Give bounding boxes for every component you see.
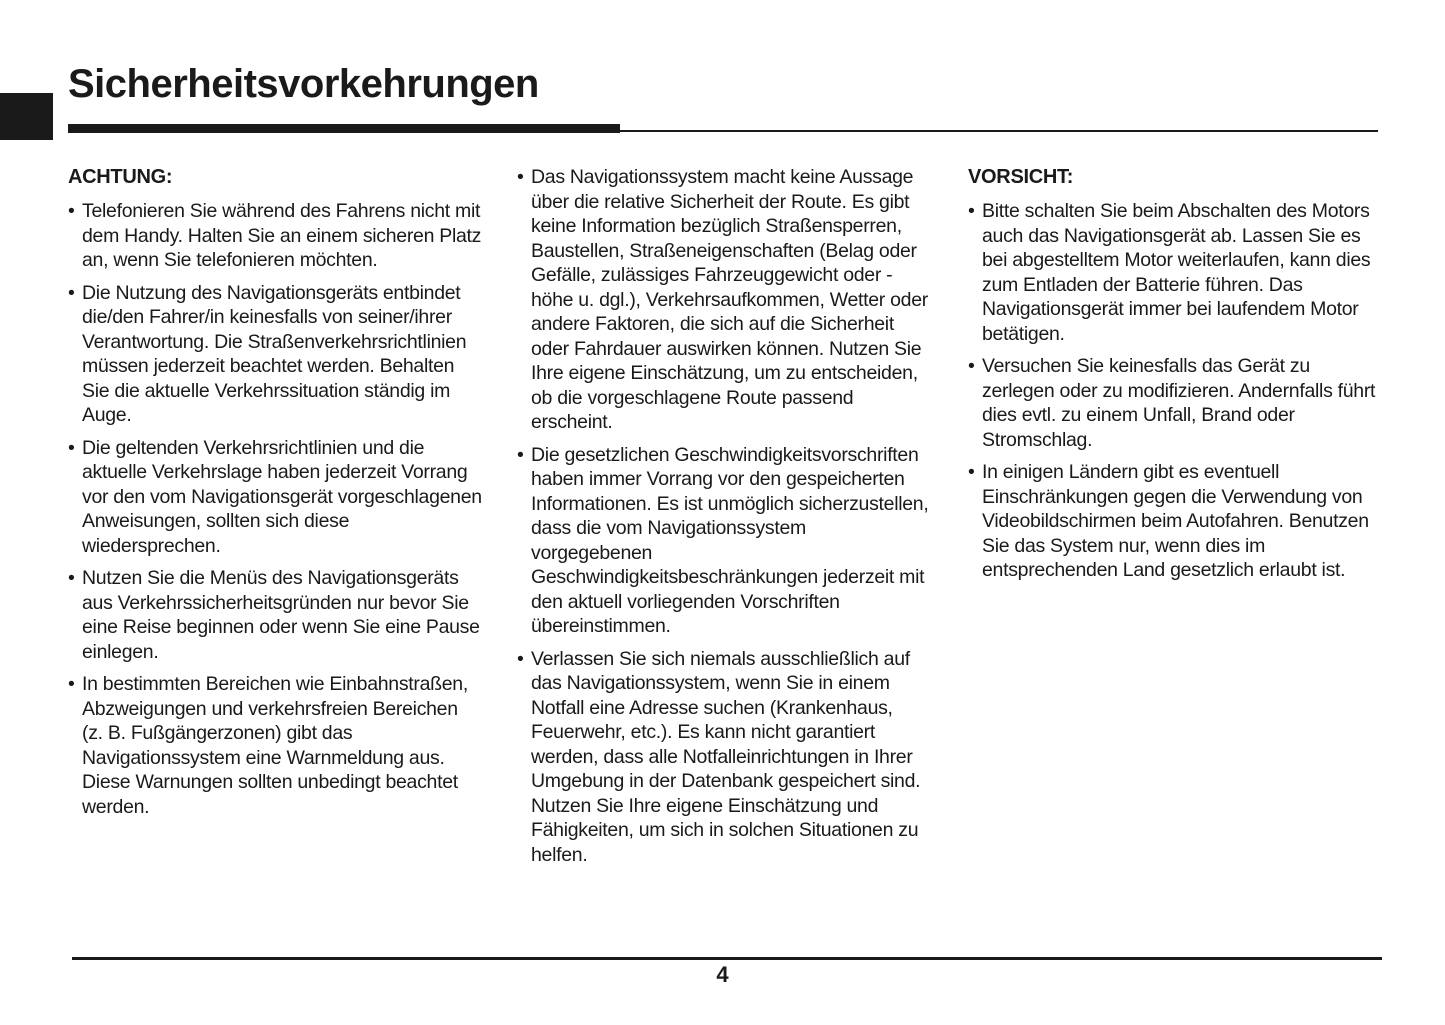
chapter-tab-marker [0, 93, 53, 140]
title-rule-accent [68, 124, 620, 133]
bullet-item: • Verlassen Sie sich niemals ausschließlich auf das Navigationssystem, wenn Sie in einem Notfall eine Adresse suchen (Krankenhaus, Feuerwehr, etc.). Es kann nicht garantiert werden, dass alle Notfalleinrichtungen in Ihrer Umgebung in der Datenbank gespeichert sind. Nutzen Sie Ihre eigene Einschätzung und Fähigkeiten, um sich in solchen Situationen zu helfen. [517, 647, 932, 868]
section-heading-achtung: ACHTUNG: [68, 166, 173, 188]
bullet-item: • Die geltenden Verkehrsrichtlinien und die aktuelle Verkehrslage haben jederzeit Vorrang vor den vom Navigationsgerät vorgeschlagenen Anweisungen, sollten sich diese wiedersprechen. [68, 436, 483, 559]
bullet-list [68, 199, 483, 819]
column-warning [68, 165, 483, 827]
footer-rule [72, 957, 1382, 960]
bullet-item: • In bestimmten Bereichen wie Einbahnstraßen, Abzweigungen und verkehrsfreien Bereichen (z. B. Fußgängerzonen) gibt das Navigationssystem eine Warnmeldung aus. Diese Warnungen sollten unbedingt beachtet werden. [68, 672, 483, 819]
bullet-item: • Bitte schalten Sie beim Abschalten des Motors auch das Navigationsgerät ab. Lassen Sie es bei abgestelltem Motor weiterlaufen, kann dies zum Entladen der Batterie führen. Das Navigationsgerät immer bei laufendem Motor betätigen. [968, 199, 1383, 346]
bullet-list [517, 165, 932, 867]
bullet-item: • Telefonieren Sie während des Fahrens nicht mit dem Handy. Halten Sie an einem sicheren Platz an, wenn Sie telefonieren möchten. [68, 199, 483, 273]
bullet-item: • In einigen Ländern gibt es eventuell Einschränkungen gegen die Verwendung von Videobildschirmen beim Autofahren. Benutzen Sie das System nur, wenn dies im entsprechenden Land gesetzlich erlaubt ist. [968, 460, 1383, 583]
column-caution [968, 165, 1383, 591]
bullet-item: • Die gesetzlichen Geschwindigkeitsvorschriften haben immer Vorrang vor den gespeicherten Informationen. Es ist unmöglich sicherzustellen, dass die vom Navigationssystem vorgegebenen Geschwindigkeitsbeschränkungen jederzeit mit den aktuell vorliegenden Vorschriften übereinstimmen. [517, 443, 932, 639]
bullet-item: • Nutzen Sie die Menüs des Navigationsgeräts aus Verkehrssicherheitsgründen nur bevor Sie eine Reise beginnen oder wenn Sie eine Pause einlegen. [68, 566, 483, 664]
column-warning-continued [517, 165, 932, 875]
bullet-item: • Die Nutzung des Navigationsgeräts entbindet die/den Fahrer/in keinesfalls von seiner/ihrer Verantwortung. Die Straßenverkehrsrichtlinien müssen jederzeit beachtet werden. Behalten Sie die aktuelle Verkehrssituation ständig im Auge. [68, 281, 483, 428]
section-heading-vorsicht: VORSICHT: [968, 166, 1074, 188]
page-title: Sicherheitsvorkehrungen [68, 62, 539, 106]
page-number: 4 [716, 962, 729, 987]
bullet-list [968, 199, 1383, 583]
bullet-item: • Versuchen Sie keinesfalls das Gerät zu zerlegen oder zu modifizieren. Andernfalls führt dies evtl. zu einem Unfall, Brand oder Stromschlag. [968, 354, 1383, 452]
bullet-item: • Das Navigationssystem macht keine Aussage über die relative Sicherheit der Route. Es gibt keine Information bezüglich Straßensperren, Baustellen, Straßeneigenschaften (Belag oder Gefälle, zulässiges Fahrzeuggewicht oder -höhe u. dgl.), Verkehrsaufkommen, Wetter oder andere Faktoren, die sich auf die Sicherheit oder Fahrdauer auswirken können. Nutzen Sie Ihre eigene Einschätzung, um zu entscheiden, ob die vorgeschlagene Route passend erscheint. [517, 165, 932, 435]
